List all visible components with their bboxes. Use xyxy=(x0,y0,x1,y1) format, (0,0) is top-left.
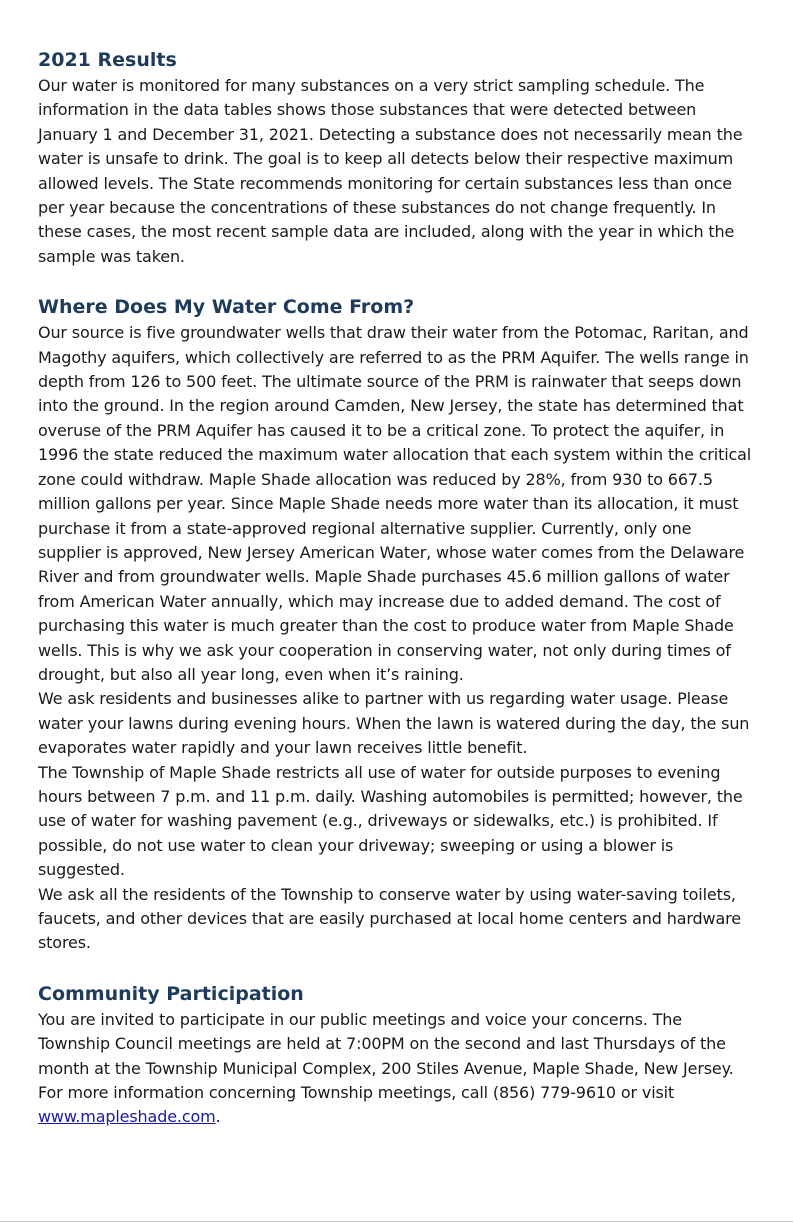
results-paragraph: Our water is monitored for many substances on a very strict sampling schedule. The information in the data tables shows those substances that were detected between January 1 and December 31, 2021. Detecting a substance does not necessarily mean the water is unsafe to drink. The goal is to keep all detects below their respective maximum allowed levels. The State recommends monitoring for certain substances less than once per year because the concentrations of these substances do not change frequently. In these cases, the most recent sample data are included, along with the year in which the sample was taken. xyxy=(38,76,743,266)
results-section xyxy=(38,46,754,269)
community-text: You are invited to participate in our public meetings and voice your concerns. The Township Council meetings are held at 7:00PM on the second and last Thursdays of the month at the Township Municipal Complex, 200 Stiles Avenue, Maple Shade, New Jersey. For more information concerning Township meetings, call (856) 779-9610 or visit xyxy=(38,1009,734,1103)
source-section xyxy=(38,293,754,956)
community-heading: Community Participation xyxy=(38,982,304,1005)
community-section xyxy=(38,980,754,1130)
source-paragraph-lawns: We ask residents and businesses alike to partner with us regarding water usage. Please water your lawns during evening hours. When the lawn is watered during the day, the sun evaporates water rapidly and your lawn receives little benefit. xyxy=(38,689,750,758)
community-text-end: . xyxy=(215,1107,221,1127)
community-paragraph xyxy=(38,1008,754,1130)
source-paragraph-restrictions: The Township of Maple Shade restricts all use of water for outside purposes to evening hours between 7 p.m. and 11 p.m. daily. Washing automobiles is permitted; however, the use of water for washing pavement (e.g., driveways or sidewalks, etc.) is prohibited. If possible, do not use water to clean your driveway; sweeping or using a blower is suggested. xyxy=(38,762,743,880)
page-bottom-divider xyxy=(0,1221,793,1222)
document-page xyxy=(38,46,754,1130)
section-spacer xyxy=(38,956,754,980)
results-heading: 2021 Results xyxy=(38,49,177,71)
source-paragraph-aquifer: Our source is five groundwater wells that draw their water from the Potomac, Raritan, and Magothy aquifers, which collectively are referred to as the PRM Aquifer. The wells range in depth from 126 to 500 feet. The ultimate source of the PRM is rainwater that seeps down into the ground. In the region around Camden, New Jersey, the state has determined that overuse of the PRM Aquifer has caused it to be a critical zone. To protect the aquifer, in 1996 the state reduced the maximum water allocation that each system within the critical zone could withdraw. Maple Shade allocation was reduced by 28%, from 930 to 667.5 million gallons per year. Since Maple Shade needs more water than its allocation, it must purchase it from a state-approved regional alternative supplier. Currently, only one supplier is approved, New Jersey American Water, whose water comes from the Delaware River and from groundwater wells. Maple Shade purchases 45.6 million gallons of water from American Water annually, which may increase due to added demand. The cost of purchasing this water is much greater than the cost to produce water from Maple Shade wells. This is why we ask your cooperation in conserving water, not only during times of drought, but also all year long, even when it’s raining. xyxy=(38,323,752,684)
section-spacer xyxy=(38,269,754,293)
website-link[interactable]: www.mapleshade.com xyxy=(38,1107,216,1127)
source-heading: Where Does My Water Come From? xyxy=(38,296,415,319)
source-paragraph-conserve: We ask all the residents of the Township to conserve water by using water-saving toilets, faucets, and other devices that are easily purchased at local home centers and hardware stores. xyxy=(38,884,741,953)
